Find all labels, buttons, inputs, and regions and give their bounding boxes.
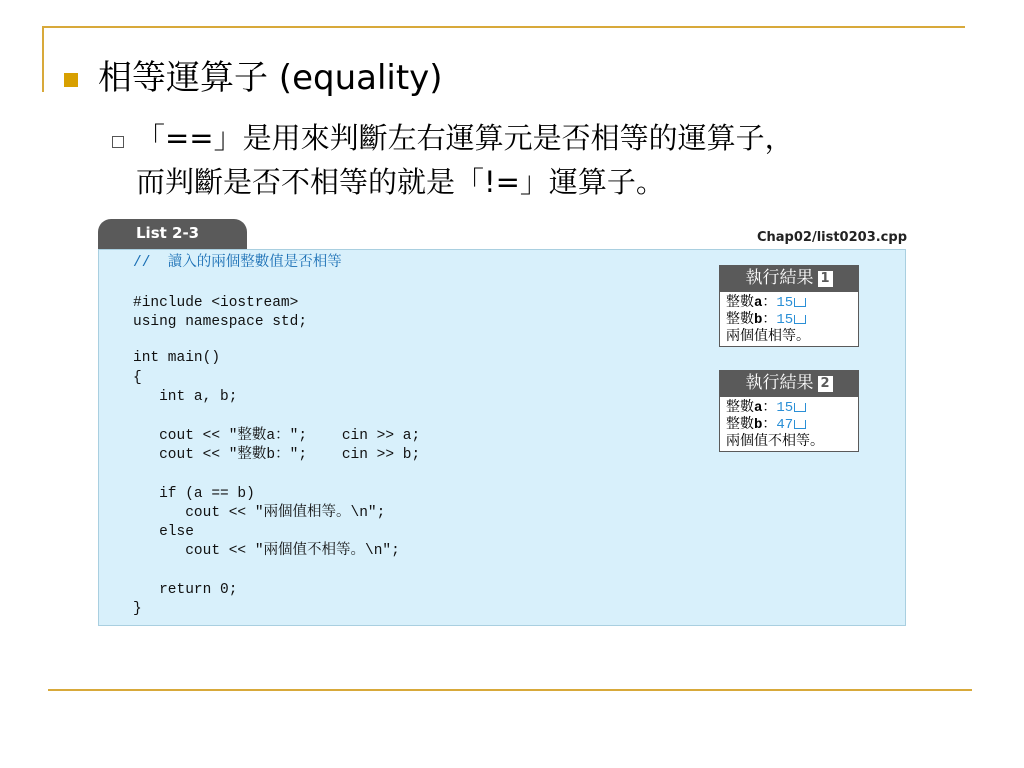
result-line-var: a	[754, 400, 763, 416]
result-title-text: 執行結果	[745, 373, 814, 393]
result-output: 兩個值相等。	[726, 328, 810, 344]
result-box-2	[719, 370, 859, 452]
top-divider	[42, 26, 965, 28]
result-line-var: a	[754, 295, 763, 311]
enter-key-icon	[794, 315, 806, 324]
code-line: int main()	[133, 350, 221, 366]
result-input-value: 15	[776, 312, 794, 328]
code-line: {	[133, 370, 142, 386]
result-input-value: 15	[776, 295, 794, 311]
hollow-square-bullet-icon	[112, 136, 124, 148]
result-number-badge: 1	[818, 271, 833, 287]
result-line-label: 整數	[726, 294, 754, 310]
list-label: List 2-3	[136, 224, 200, 242]
bottom-divider	[48, 689, 972, 691]
result-input-value: 15	[776, 400, 794, 416]
code-line: cout << "整數b："; cin >> b;	[133, 447, 421, 463]
result-title-text: 執行結果	[745, 268, 814, 288]
code-line: else	[133, 524, 194, 540]
result-line-sep: ：	[762, 399, 777, 415]
code-line: #include <iostream>	[133, 295, 299, 311]
code-line: // 讀入的兩個整數值是否相等	[133, 255, 342, 271]
result-title	[719, 370, 859, 396]
result-line	[726, 311, 852, 328]
sub-bullet-text	[136, 116, 794, 204]
enter-key-icon	[794, 420, 806, 429]
code-line: int a, b;	[133, 389, 238, 405]
result-line-sep: ：	[762, 311, 777, 327]
result-line-label: 整數	[726, 399, 754, 415]
enter-key-icon	[794, 298, 806, 307]
result-input-value: 47	[776, 417, 794, 433]
result-line-var: b	[754, 312, 763, 328]
result-line-label: 整數	[726, 311, 754, 327]
code-line: return 0;	[133, 582, 238, 598]
file-path: Chap02/list0203.cpp	[756, 230, 907, 245]
result-line-label: 整數	[726, 416, 754, 432]
sub-bullet-line-1: 「==」是用來判斷左右運算元是否相等的運算子，	[136, 121, 794, 155]
result-output: 兩個值不相等。	[726, 433, 824, 449]
square-bullet-icon	[64, 73, 78, 87]
code-line: using namespace std;	[133, 314, 308, 330]
result-body	[719, 396, 859, 452]
code-line: }	[133, 601, 142, 617]
code-line: cout << "兩個值不相等。\n";	[133, 543, 400, 559]
result-body	[719, 291, 859, 347]
result-box-1	[719, 265, 859, 347]
result-number-badge: 2	[818, 376, 833, 392]
result-line-sep: ：	[762, 294, 777, 310]
code-line: cout << "兩個值相等。\n";	[133, 505, 386, 521]
enter-key-icon	[794, 403, 806, 412]
result-line	[726, 294, 852, 311]
result-title	[719, 265, 859, 291]
code-line: cout << "整數a："; cin >> a;	[133, 428, 421, 444]
result-line-sep: ：	[762, 416, 777, 432]
slide-heading: 相等運算子 (equality)	[98, 58, 443, 98]
code-line: if (a == b)	[133, 486, 255, 502]
result-line	[726, 416, 852, 433]
result-line	[726, 399, 852, 416]
result-line-var: b	[754, 417, 763, 433]
left-divider	[42, 26, 44, 92]
sub-bullet-line-2: 而判斷是否不相等的就是「!=」運算子。	[136, 165, 665, 199]
